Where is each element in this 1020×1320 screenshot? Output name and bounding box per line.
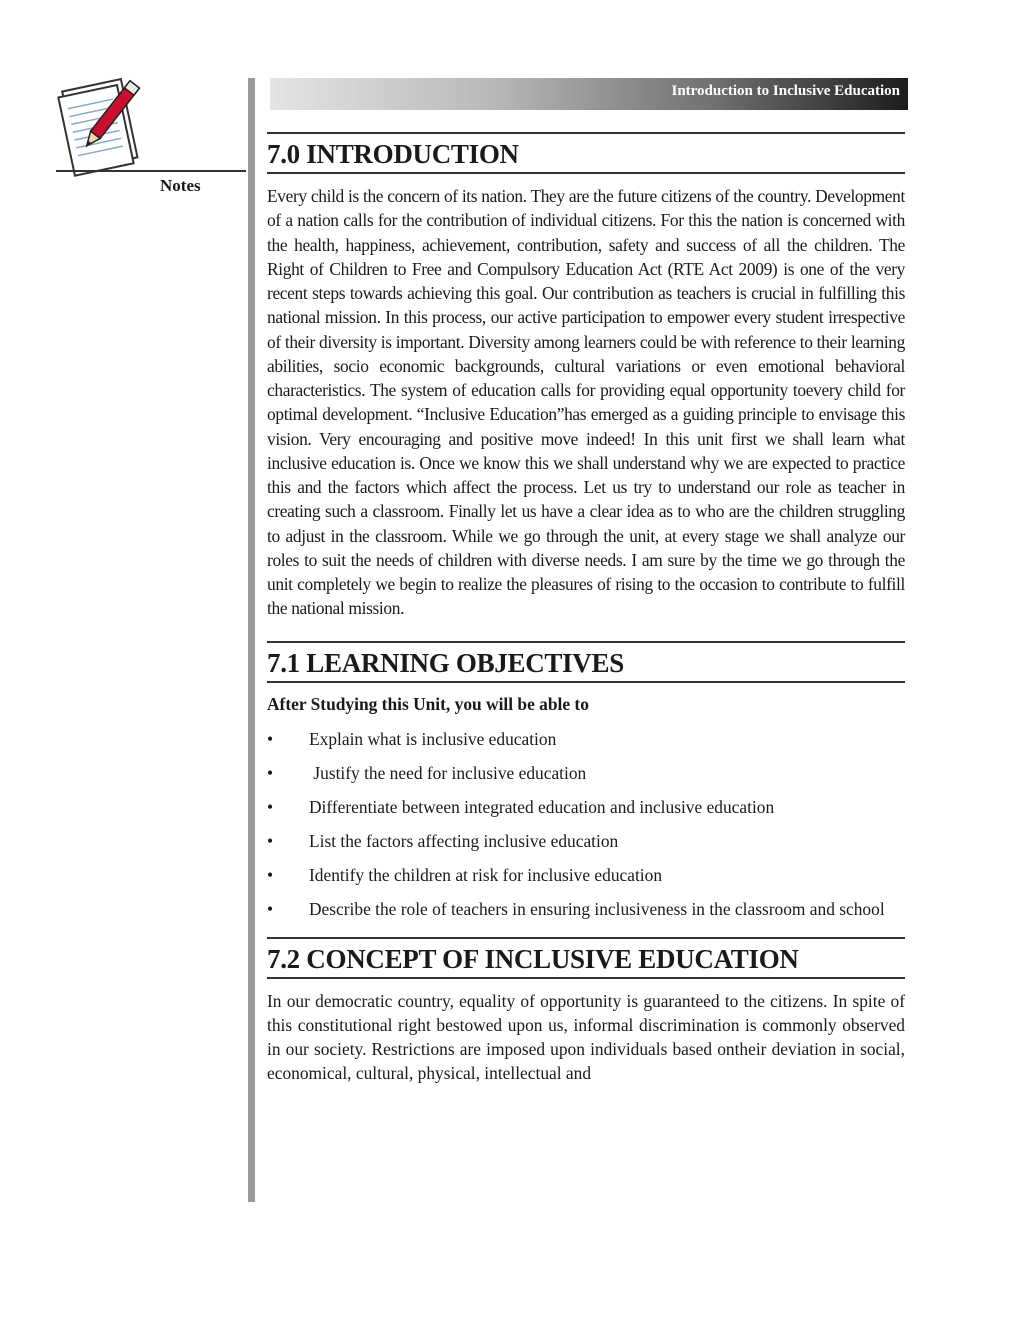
objectives-list [267, 727, 905, 921]
bullet: • [267, 762, 274, 783]
page-content [267, 132, 905, 1086]
bullet: • [267, 796, 274, 817]
objective-text: Identify the children at risk for inclusive education [309, 864, 663, 885]
list-item [267, 829, 905, 853]
list-item [267, 795, 905, 819]
section-heading-introduction: 7.0 INTRODUCTION [267, 132, 905, 174]
concept-paragraph: In our democratic country, equality of opportunity is guaranteed to the citizens. In spite of this constitutional right bestowed upon us, informal discrimination is commonly observed in our society. Restrictions are imposed upon individuals based ontheir deviation in social, economical, cultural, physical, intellectual and [267, 990, 905, 1084]
objective-text: List the factors affecting inclusive education [309, 830, 619, 851]
objective-text: Justify the need for inclusive education [309, 762, 587, 783]
list-item [267, 727, 905, 751]
bullet: • [267, 864, 274, 885]
objective-text: Describe the role of teachers in ensuring inclusiveness in the classroom and school [309, 898, 885, 919]
margin-rule [248, 78, 255, 1202]
list-item [267, 761, 905, 785]
objective-text: Explain what is inclusive education [309, 728, 557, 749]
list-item [267, 863, 905, 887]
bullet: • [267, 728, 274, 749]
section-heading-objectives: 7.1 LEARNING OBJECTIVES [267, 641, 905, 683]
introduction-paragraph: Every child is the concern of its nation. They are the future citizens of the country. Development of a nation calls for the contribution of individual citizens. For this the nation is concerned with the health, happiness, achievement, contribution, safety and success of all the children. The Right of Children to Free and Compulsory Education Act (RTE Act 2009) is one of the very recent steps towards achieving this goal. Our contribution as teachers is crucial in fulfilling this national mission. In this process, our active participation to empower every student irrespective of their diversity is important. Diversity among learners could be with reference to their learning abilities, socio economic backgrounds, cultural variations or even emotional behavioral characteristics. The system of education calls for providing equal opportunity toevery child for optimal development. “Inclusive Education”has emerged as a guiding principle to envisage this vision. Very encouraging and positive move indeed! In this unit first we shall learn what inclusive education is. Once we know this we shall understand why we are expected to practice this and the factors which affect the process. Let us try to understand our role as teacher in creating such a classroom. Finally let us have a clear idea as to who are the children struggling to adjust in the classroom. While we go through the unit, at every stage we shall analyze our roles to suit the needs of children with diverse needs. I am sure by the time we go through the unit completely we begin to realize the pleasures of rising to the occasion to contribute to fulfill the national mission. [267, 186, 905, 619]
list-item [267, 897, 905, 921]
running-header-title: Introduction to Inclusive Education [671, 83, 900, 99]
section-heading-concept: 7.2 CONCEPT OF INCLUSIVE EDUCATION [267, 937, 905, 979]
bullet: • [267, 830, 274, 851]
notepad-pencil-icon [52, 70, 152, 180]
running-header [270, 78, 908, 110]
objective-text: Differentiate between integrated education and inclusive education [309, 796, 775, 817]
objectives-intro: After Studying this Unit, you will be able to [267, 693, 589, 714]
bullet: • [267, 898, 274, 919]
notes-divider [56, 170, 246, 172]
notes-label: Notes [160, 176, 201, 195]
